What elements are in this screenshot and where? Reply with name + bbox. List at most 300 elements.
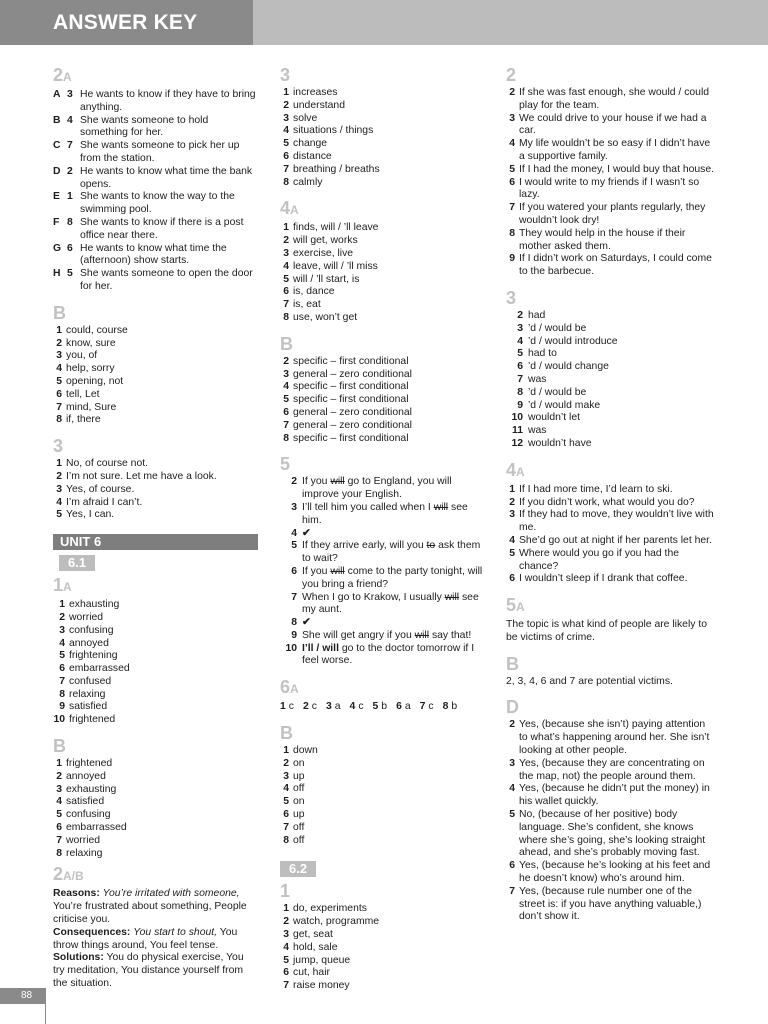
item-text: increases [293,87,338,98]
list-item [506,177,716,203]
item-number: 3 [509,112,515,124]
item-number: 2 [56,770,62,782]
section-heading-b2: B [280,723,293,744]
item-text: confusing [69,624,114,636]
list-item [280,796,485,809]
item-text: specific – first conditional [293,394,409,406]
item-number: 10 [53,714,65,726]
item-letter: H [53,268,61,280]
section-heading-2ab: 2A/B [53,864,84,885]
item-number: 6 [283,967,289,979]
answer-list-d [506,719,716,924]
list-item: 4 ✔ [280,528,485,541]
list-item [53,350,258,363]
item-text: embarrassed [69,663,130,675]
list-item [53,115,258,141]
item-text: calmly [293,176,323,188]
list-item [53,140,258,166]
list-item [53,325,258,338]
list-item [280,125,485,138]
item-number: 7 [509,202,515,214]
item-number: 3 [56,483,62,495]
item-text: I wouldn’t sleep if I drank that coffee. [519,573,688,585]
list-item [280,903,485,916]
item-number: 6 [283,809,289,821]
item-text: ’d / would introduce [528,335,618,347]
list-item [506,484,716,497]
answer-list-b2 [280,745,485,847]
item-text: ’d / would be [528,322,587,334]
answer-list-4a [506,484,716,586]
answer-list-4a [280,222,485,324]
list-item [280,356,485,369]
list-item [280,809,485,822]
item-text: He wants to know what time the (afternoon) show starts. [80,242,227,267]
item-number: 2 [283,916,289,928]
item-number: 4 [283,260,289,272]
item-text: I would write to my friends if I wasn’t so lazy. [519,176,700,201]
list-item [506,783,716,809]
item-number: 5 [283,954,289,966]
list-item [506,509,716,535]
item-number: 1 [56,458,62,470]
item-number: 2 [283,355,289,367]
item-letter: C [53,140,61,152]
item-text: know, sure [66,337,116,349]
list-item [280,248,485,261]
item-number: 3 [283,368,289,380]
item-text: specific – first conditional [293,355,409,367]
item-text: you, of [66,350,98,362]
list-item [506,573,716,586]
item-number: 4 [67,114,73,126]
item-number: 8 [517,386,523,398]
list-item [53,402,258,415]
answer-list-b2 [53,758,258,860]
list-item: 8 ✔ [280,617,485,630]
item-text: exhausting [69,599,120,611]
section-heading-b2: B [53,736,66,757]
item-text: use, won’t get [293,311,358,323]
item-number: 5 [509,163,515,175]
check-icon: ✔ [302,527,311,539]
page-number: 88 [0,988,45,1004]
list-item [53,612,258,625]
list-item [53,389,258,402]
item-number: 4 [56,496,62,508]
item-text: If you didn’t work, what would you do? [519,496,695,508]
item-number: 2 [509,87,515,98]
list-item [53,191,258,217]
list-item [280,235,485,248]
item-text: confused [69,675,112,687]
section-heading-2a: 2A [53,65,72,85]
item-text: ’d / would be [528,386,587,398]
item-number: 6 [67,242,73,254]
item-number: 7 [67,140,73,152]
item-number: 8 [56,847,62,859]
item-number: 7 [509,885,515,897]
item-number: 3 [56,350,62,362]
list-item [280,286,485,299]
list-item [53,822,258,835]
item-number: 3 [283,112,289,124]
item-text: do, experiments [293,903,367,915]
list-item [280,980,485,993]
item-number: 1 [59,599,65,611]
section-heading-3: 3 [53,436,64,457]
page-number-rule [45,988,46,1024]
item-text: ’d / would change [528,361,609,373]
list-item [280,177,485,190]
item-number: 7 [283,821,289,833]
item-number: 4 [283,125,289,137]
item-text: He wants to know what time the bank opens. [80,165,253,190]
item-text: ’d / would make [528,399,601,411]
item-text: is, eat [293,299,321,311]
list-item [280,835,485,848]
item-number: 3 [509,757,515,769]
item-text: off [293,783,305,795]
answer-list-b [53,325,258,427]
item-text: relaxing [66,847,103,859]
list-item [280,745,485,758]
item-number: 5 [56,375,62,387]
list-item [506,412,716,425]
list-item [53,848,258,861]
list-item [280,407,485,420]
answer-list-2a [53,89,258,294]
list-item [53,484,258,497]
section-heading-3: 3 [280,65,291,85]
list-item [280,222,485,235]
item-number: 1 [56,324,62,336]
item-number: 10 [511,412,523,424]
item-number: 12 [511,437,523,449]
item-number: 2 [283,757,289,769]
item-text: annoyed [66,770,106,782]
list-item [53,338,258,351]
list-item [280,758,485,771]
item-text: tell, Let [66,388,100,400]
list-item [506,348,716,361]
item-text: If I had the money, I would buy that house. [519,163,715,175]
victims-paragraph: 2, 3, 4, 6 and 7 are potential victims. [506,675,673,687]
list-item [280,164,485,177]
item-number: 9 [59,701,65,713]
consequences-paragraph: Consequences: You start to shout, You throw things around, You feel tense. [53,926,238,951]
item-text: exhausting [66,783,117,795]
item-text: finds, will / ’ll leave [293,222,379,234]
list-item [506,113,716,139]
item-text: down [293,745,318,757]
item-text: Yes, (because they are concentrating on the map, not) the people around them. [519,757,705,782]
item-text: mind, Sure [66,401,117,413]
list-item [53,714,258,727]
list-item [53,166,258,192]
list-item [53,676,258,689]
answer-key: 2 c [302,701,317,713]
list-item: 5 If they arrive early, will you to ask them to wait? [291,540,481,565]
answer-key: 1 c [280,701,294,713]
list-item [53,268,258,294]
item-text: frightening [69,650,118,662]
item-number: 7 [56,401,62,413]
item-number: 5 [56,809,62,821]
answer-key: 5 b [372,701,388,713]
list-item: 9 She will get angry if you will say that! [291,629,472,641]
section-heading-4a: 4A [280,198,299,219]
item-number: 6 [56,822,62,834]
list-item [506,497,716,510]
list-item [280,369,485,382]
list-item [53,376,258,389]
list-item [53,217,258,243]
list-item [506,323,716,336]
item-text: They would help in the house if their mother asked them. [519,227,686,252]
item-text: worried [69,611,104,623]
item-text: She’d go out at night if her parents let her. [519,534,712,546]
list-item [53,363,258,376]
item-number: 3 [59,624,65,636]
item-text: opening, not [66,375,124,387]
list-item [280,113,485,126]
item-text: Yes, of course. [66,483,135,495]
list-item [280,151,485,164]
item-text: Where would you go if you had the chance? [519,547,679,572]
item-text: solve [293,112,318,124]
item-number: 2 [67,165,73,177]
item-number: 6 [283,150,289,162]
item-text: Yes, I can. [66,509,115,521]
answer-key: 4 c [349,701,364,713]
item-number: 9 [517,399,523,411]
list-item [280,138,485,151]
item-number: 6 [509,573,515,585]
list-item: 6 If you will come to the party tonight, will you bring a friend? [291,565,483,590]
item-text: Yes, (because he didn’t put the money) in his wallet quickly. [519,783,710,808]
list-item [506,535,716,548]
item-text: change [293,138,328,150]
item-number: 2 [56,470,62,482]
item-text: hold, sale [293,941,338,953]
item-text: watch, programme [293,916,380,928]
item-text: exercise, live [293,247,354,259]
item-number: 4 [517,335,523,347]
list-item [506,310,716,323]
list-item [280,955,485,968]
item-text: frightened [69,714,116,726]
section-heading-5a: 5A [506,595,525,616]
item-number: 7 [283,980,289,992]
item-number: 4 [283,941,289,953]
list-item [506,87,716,113]
unit-banner: UNIT 6 [53,534,258,550]
item-text: Yes, (because she isn’t) paying attention to what’s happening around her. She isn’t looking at other people. [519,719,710,757]
item-text: If I had more time, I’d learn to ski. [519,483,673,495]
list-item [53,599,258,612]
item-text: distance [293,150,332,162]
item-number: 5 [59,650,65,662]
list-item [506,400,716,413]
item-text: My life wouldn’t be so easy if I didn’t have a supportive family. [519,138,711,162]
item-text: If I didn’t work on Saturdays, I could come to the barbecue. [519,253,712,278]
list-item [506,336,716,349]
item-number: 5 [283,796,289,808]
item-number: 5 [283,138,289,150]
item-text: on [293,757,305,769]
list-item [506,361,716,374]
list-item [506,138,716,164]
item-number: 8 [283,834,289,846]
item-number: 2 [517,309,523,321]
item-number: 8 [283,432,289,444]
list-item [506,860,716,886]
item-number: 4 [56,363,62,375]
list-item [506,886,716,924]
section-heading-b: B [280,333,293,354]
item-text: She wants someone to hold something for her. [80,114,209,139]
item-text: annoyed [69,637,109,649]
item-text: breathing / breaths [293,163,380,175]
item-text: worried [66,834,101,846]
list-item [280,771,485,784]
item-number: 8 [283,176,289,188]
section-heading-5: 5 [280,454,291,475]
item-number: 5 [283,394,289,406]
list-item [280,274,485,287]
item-number: 4 [509,534,515,546]
item-number: 6 [283,406,289,418]
page-title: ANSWER KEY [0,0,253,45]
section-heading-2: 2 [506,65,517,85]
list-item [280,916,485,929]
item-text: She wants to know the way to the swimming pool. [80,191,235,216]
item-text: was [528,425,547,437]
list-item [506,202,716,228]
item-number: 8 [56,414,62,426]
list-item [53,497,258,510]
item-text: I’m afraid I can’t. [66,496,143,508]
item-number: 5 [517,348,523,360]
item-number: 6 [517,361,523,373]
item-number: 6 [509,860,515,872]
list-item [53,796,258,809]
list-item [53,809,258,822]
item-text: general – zero conditional [293,419,412,431]
item-number: 2 [283,235,289,247]
list-item: 2 If you will go to England, you will improve your English. [291,476,452,501]
item-text: will / ’ll start, is [293,273,360,285]
item-text: get, seat [293,929,333,941]
lesson-banner-6-2: 6.2 [280,861,316,877]
item-number: 5 [509,809,515,821]
item-number: 3 [283,770,289,782]
list-item [53,689,258,702]
item-number: 8 [67,216,73,228]
item-letter: G [53,242,62,254]
item-text: wouldn’t have [528,437,592,449]
item-number: 5 [56,509,62,521]
item-text: help, sorry [66,363,115,375]
item-number: 7 [56,834,62,846]
check-icon: ✔ [302,617,311,629]
item-text: We could drive to your house if we had a car. [519,112,707,137]
item-number: 7 [517,373,523,385]
item-text: I’m not sure. Let me have a look. [66,470,217,482]
list-item [53,835,258,848]
item-number: 5 [67,268,73,280]
section-heading-3: 3 [506,287,517,308]
item-text: satisfied [66,796,105,808]
item-number: 8 [59,688,65,700]
item-text: If they had to move, they wouldn’t live with me. [519,509,714,534]
item-number: 8 [283,311,289,323]
item-number: 4 [56,796,62,808]
item-number: 1 [67,191,73,203]
list-item [506,228,716,254]
list-item [280,87,485,100]
item-text: confusing [66,809,111,821]
item-number: 2 [56,337,62,349]
item-text: was [528,373,547,385]
item-text: on [293,796,305,808]
item-text: general – zero conditional [293,368,412,380]
list-item [280,420,485,433]
item-number: 3 [67,89,73,100]
answer-key: 8 b [442,701,458,713]
item-text: raise money [293,980,350,992]
column-2 [280,65,485,993]
list-item [53,471,258,484]
list-item [506,758,716,784]
section-heading-1a: 1A [53,575,72,596]
section-heading-1: 1 [280,881,291,902]
item-number: 3 [283,929,289,941]
item-text: had to [528,348,557,360]
item-letter: F [53,216,60,228]
item-number: 3 [283,247,289,259]
list-item [53,758,258,771]
list-item [280,381,485,394]
list-item [53,701,258,714]
item-text: will get, works [293,235,358,247]
answer-list-b [280,356,485,446]
list-item [53,414,258,427]
section-heading-4a: 4A [506,459,525,480]
item-number: 5 [509,547,515,559]
item-text: up [293,809,305,821]
list-item [506,548,716,574]
item-text: general – zero conditional [293,406,412,418]
list-item [506,387,716,400]
list-item [506,425,716,438]
item-number: 9 [509,253,515,265]
item-number: 1 [509,483,515,495]
list-item [53,89,258,115]
item-text: She wants someone to pick her up from the station. [80,140,240,164]
item-number: 11 [512,425,523,437]
answer-list-1 [280,903,485,993]
list-item: 7 When I go to Krakow, I usually will see my aunt. [291,591,479,616]
solutions-paragraph: Solutions: You do physical exercise, You try meditation, You distance yourself from the situation. [53,952,244,990]
answer-keys-6a [280,701,485,714]
item-number: 1 [283,903,289,915]
list-item [280,394,485,407]
section-heading-6a: 6A [280,677,299,698]
list-item [280,929,485,942]
section-heading-d: D [506,697,519,718]
